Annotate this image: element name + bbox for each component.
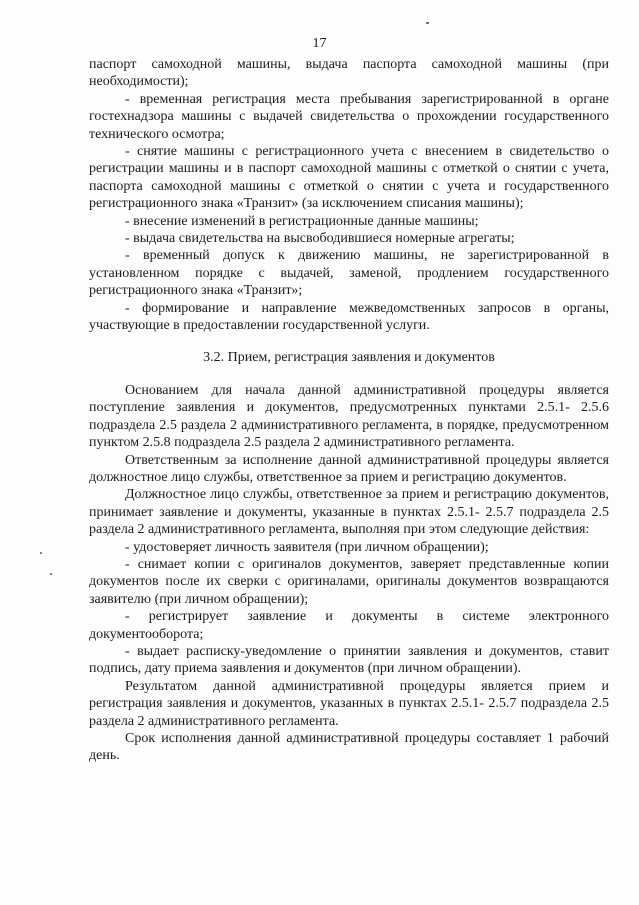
paragraph: Основанием для начала данной административной процедуры является поступление заявления и документов, предусмотренных пунктами 2.5.1- 2.5.6 подраздела 2.5 раздела 2 административного регламента, в порядке, предусмотренном пунктом 2.5.8 подраздела 2.5 раздела 2 административного регламента.: [89, 382, 609, 451]
scan-speck: [50, 573, 52, 575]
list-item: - удостоверяет личность заявителя (при личном обращении);: [125, 539, 489, 555]
list-item: - формирование и направление межведомственных запросов в органы, участвующие в предоставлении государственной услуги.: [89, 300, 609, 334]
list-item: - временный допуск к движению машины, не зарегистрированной в установленном порядке с выдачей, заменой, продлением государственного регистрационного знака «Транзит»;: [89, 248, 609, 299]
paragraph: Срок исполнения данной административной процедуры составляет 1 рабочий день.: [89, 731, 609, 764]
page-number: 17: [312, 36, 327, 51]
list-item: - выдает расписку-уведомление о принятии заявления и документов, ставит подпись, дату приема заявления и документов (при личном обращении).: [89, 644, 609, 677]
list-item: - регистрирует заявление и документы в системе электронного документооборота;: [89, 609, 609, 642]
paragraph: Должностное лицо службы, ответственное за прием и регистрацию документов, принимает заявление и документы, указанные в пунктах 2.5.1- 2.5.7 подраздела 2.5 раздела 2 административного регламента, выполняя при этом следующие действия:: [89, 487, 609, 538]
section-heading: 3.2. Прием, регистрация заявления и документов: [203, 349, 495, 365]
paragraph: Ответственным за исполнение данной административной процедуры является должностное лицо службы, ответственное за прием и регистрацию документов.: [89, 452, 609, 485]
document-body: [89, 56, 609, 765]
scan-speck: [426, 22, 429, 24]
list-item: - снятие машины с регистрационного учета с внесением в свидетельство о регистрации машины и в паспорт самоходной машины с отметкой о снятии с учета, паспорта самоходной машины с отметкой о снятии с учета и государственного регистрационного знака «Транзит» (за исключением списания машины);: [89, 144, 609, 212]
list-item: - выдача свидетельства на высвободившиеся номерные агрегаты;: [125, 231, 515, 247]
scan-speck: [40, 552, 42, 554]
paragraph: Результатом данной административной процедуры является прием и регистрация заявления и документов, указанных в пунктах 2.5.1- 2.5.7 подраздела 2.5 раздела 2 административного регламента.: [89, 678, 609, 729]
list-item: - снимает копии с оригиналов документов, заверяет представленные копии документов после их сверки с оригиналами, оригиналы документов возвращаются заявителю (при личном обращении);: [89, 556, 609, 607]
list-item: - внесение изменений в регистрационные данные машины;: [125, 213, 479, 229]
list-item: - временная регистрация места пребывания зарегистрированной в органе гостехнадзора машины с выдачей свидетельства о прохождении государственного технического осмотра;: [89, 91, 609, 142]
paragraph: паспорт самоходной машины, выдача паспорта самоходной машины (при необходимости);: [89, 57, 609, 90]
